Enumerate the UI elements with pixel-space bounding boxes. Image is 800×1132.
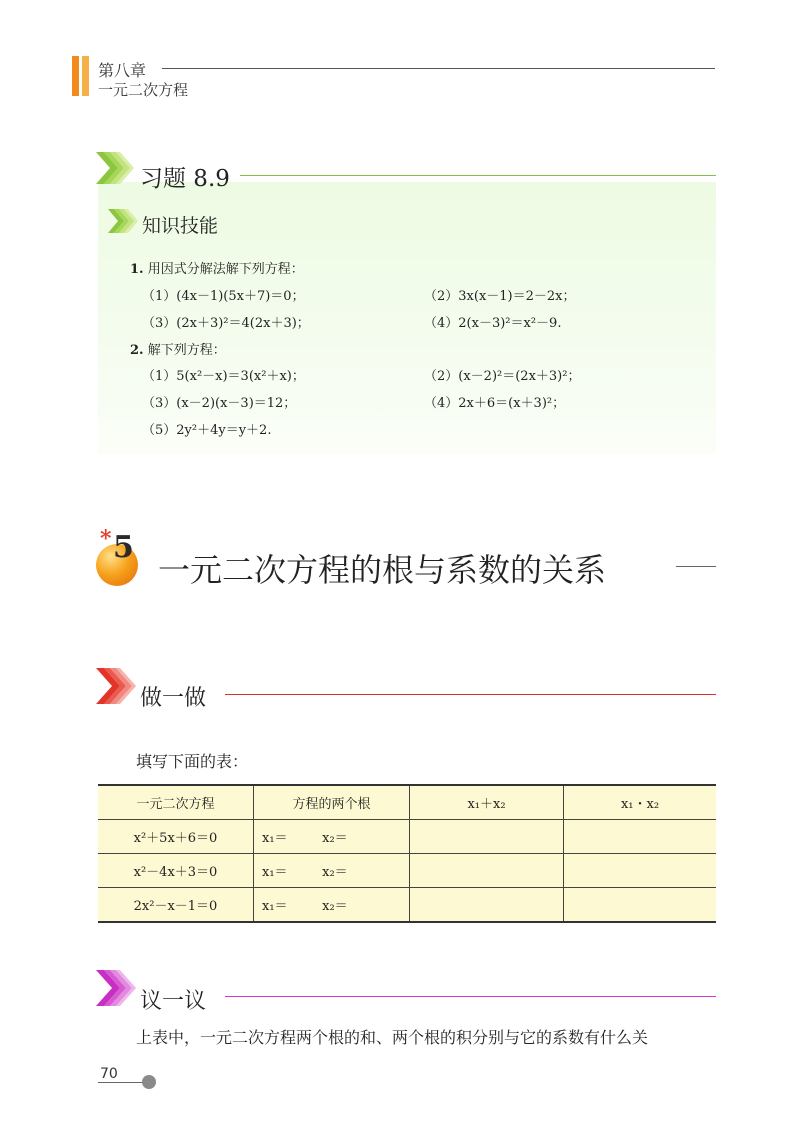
table-row xyxy=(98,820,716,854)
section-star: * xyxy=(100,526,112,552)
section-title: 一元二次方程的根与系数的关系 xyxy=(158,551,607,589)
magenta-chevrons-icon xyxy=(96,966,140,1010)
q2-item-1: （1）5(x²－x)＝3(x²＋x)； xyxy=(142,369,305,384)
page-dot-icon xyxy=(142,1075,156,1089)
chapter-number: 第八章 xyxy=(98,61,147,80)
section-number: 5 xyxy=(113,530,134,565)
row-2-roots[interactable] xyxy=(254,854,410,888)
skills-subtitle: 知识技能 xyxy=(142,215,219,237)
row-2-sum-cell[interactable] xyxy=(410,854,564,888)
question-2 xyxy=(130,339,226,358)
section-rule xyxy=(676,566,716,567)
row-1-roots[interactable] xyxy=(254,820,410,854)
discussion-rule xyxy=(225,996,716,997)
activity-instruction: 填写下面的表： xyxy=(136,752,249,771)
row-1-equation: x²＋5x＋6＝0 xyxy=(98,820,254,854)
row-1-product-cell[interactable] xyxy=(564,820,717,854)
activity-rule xyxy=(225,694,716,695)
exercise-rule xyxy=(240,175,716,176)
row-3-root-1: x₁＝ xyxy=(262,899,288,914)
q2-item-3: （3）(x－2)(x－3)＝12； xyxy=(142,396,297,411)
row-1-root-1: x₁＝ xyxy=(262,831,288,846)
page-number: 70 xyxy=(100,1066,118,1082)
question-1-text: 用因式分解法解下列方程： xyxy=(147,262,304,277)
q1-item-4: （4）2(x－3)²＝x²－9. xyxy=(424,316,562,331)
row-3-roots[interactable] xyxy=(254,888,410,923)
chapter-rule xyxy=(162,68,715,69)
discussion-title: 议一议 xyxy=(140,989,207,1014)
header-roots: 方程的两个根 xyxy=(254,785,410,820)
row-3-equation: 2x²－x－1＝0 xyxy=(98,888,254,923)
row-1-sum-cell[interactable] xyxy=(410,820,564,854)
question-1-number: 1. xyxy=(130,262,144,277)
chapter-title: 一元二次方程 xyxy=(98,81,189,99)
row-2-root-2: x₂＝ xyxy=(322,865,348,880)
exercise-title: 习题 8.9 xyxy=(140,166,230,192)
page-number-rule xyxy=(98,1082,144,1083)
row-2-product-cell[interactable] xyxy=(564,854,717,888)
row-3-product-cell[interactable] xyxy=(564,888,717,923)
q1-item-2: （2）3x(x－1)＝2－2x； xyxy=(424,289,576,304)
header-equation: 一元二次方程 xyxy=(98,785,254,820)
q1-item-1: （1）(4x－1)(5x＋7)＝0； xyxy=(142,289,305,304)
row-2-equation: x²－4x＋3＝0 xyxy=(98,854,254,888)
green-chevrons-icon xyxy=(96,148,136,188)
row-2-root-1: x₁＝ xyxy=(262,865,288,880)
header-product: x₁・x₂ xyxy=(564,785,717,820)
chapter-bar-light xyxy=(82,56,89,96)
roots-table xyxy=(98,784,716,923)
row-1-root-2: x₂＝ xyxy=(322,831,348,846)
activity-title: 做一做 xyxy=(140,686,207,711)
red-chevrons-icon xyxy=(96,664,140,708)
discussion-text: 上表中，一元二次方程两个根的和、两个根的积分别与它的系数有什么关 xyxy=(136,1028,649,1047)
question-2-number: 2. xyxy=(130,343,144,358)
small-green-chevrons-icon xyxy=(108,206,142,236)
chapter-bar-dark xyxy=(72,56,79,96)
question-1 xyxy=(130,258,304,277)
question-2-text: 解下列方程： xyxy=(147,343,226,358)
header-sum: x₁＋x₂ xyxy=(410,785,564,820)
table-header-row xyxy=(98,785,716,820)
q2-item-4: （4）2x＋6＝(x＋3)²； xyxy=(424,396,566,411)
table-row xyxy=(98,854,716,888)
table-row xyxy=(98,888,716,923)
row-3-root-2: x₂＝ xyxy=(322,899,348,914)
q2-item-5: （5）2y²＋4y＝y＋2. xyxy=(142,423,272,438)
q2-item-2: （2）(x－2)²＝(2x＋3)²； xyxy=(424,369,581,384)
q1-item-3: （3）(2x＋3)²＝4(2x＋3)； xyxy=(142,316,310,331)
row-3-sum-cell[interactable] xyxy=(410,888,564,923)
